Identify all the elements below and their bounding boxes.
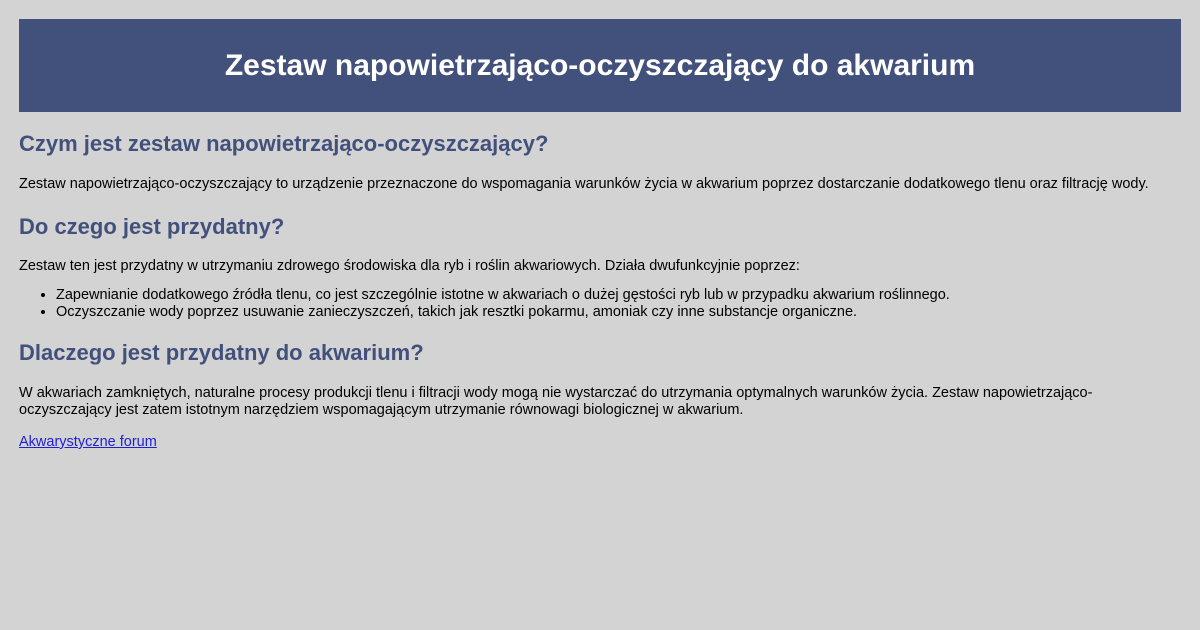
section-why-useful [19, 339, 1169, 419]
list-item: • Zapewnianie dodatkowego źródła tlenu, co jest szczególnie istotne w akwariach o dużej gęstości ryb lub w przypadku akwarium roślinnego. [56, 287, 1169, 304]
page-header [19, 19, 1181, 112]
section-usefulness [19, 213, 1169, 321]
section-paragraph: W akwariach zamkniętych, naturalne procesy produkcji tlenu i filtracji wody mogą nie wystarczać do utrzymania optymalnych warunków życia. Zestaw napowietrzająco-oczyszczający jest zatem istotnym narzędziem wspomagającym utrzymanie równowagi biologicznej w akwarium. [19, 385, 1093, 418]
section-paragraph: Zestaw ten jest przydatny w utrzymaniu zdrowego środowiska dla ryb i roślin akwariowych. Działa dwufunkcyjnie poprzez: [19, 258, 800, 274]
section-heading: Dlaczego jest przydatny do akwarium? [19, 340, 424, 365]
list-item: • Oczyszczanie wody poprzez usuwanie zanieczyszczeń, takich jak resztki pokarmu, amoniak czy inne substancje organiczne. [56, 304, 1169, 321]
link-container [19, 433, 1169, 451]
main-content [19, 130, 1169, 451]
section-paragraph: Zestaw napowietrzająco-oczyszczający to urządzenie przeznaczone do wspomagania warunków życia w akwarium poprzez dostarczanie dodatkowego tlenu oraz filtrację wody. [19, 176, 1149, 192]
forum-link[interactable]: Akwarystyczne forum [19, 434, 157, 450]
page-title: Zestaw napowietrzająco-oczyszczający do akwarium [224, 48, 976, 82]
section-heading: Czym jest zestaw napowietrzająco-oczyszczający? [19, 131, 549, 156]
feature-list [19, 287, 1169, 321]
section-heading: Do czego jest przydatny? [19, 214, 285, 239]
section-what-is [19, 130, 1169, 193]
